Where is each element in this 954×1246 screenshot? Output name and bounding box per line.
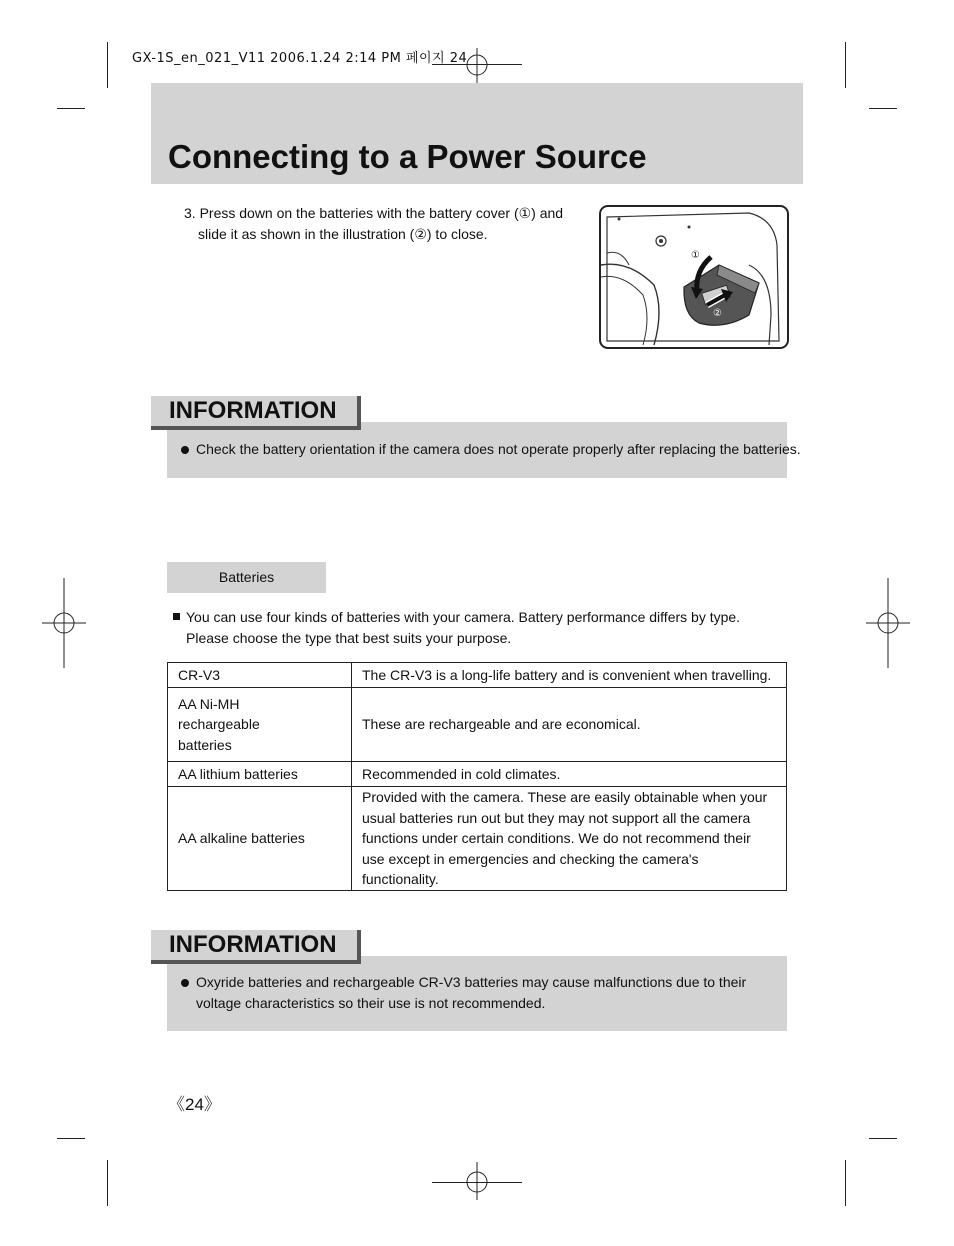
battery-description: Provided with the camera. These are easily obtainable when your usual batteries run out but they may not support all the camera functions under certain conditions. We do not recommend their use except in emergencies and checking the camera's functionality.: [352, 787, 787, 891]
information-tab-1: [151, 396, 361, 430]
table-row: [168, 663, 787, 688]
page-number: 《24》: [168, 1095, 221, 1114]
batteries-intro: [186, 607, 786, 649]
intro-line1: You can use four kinds of batteries with your camera. Battery performance differs by type.: [186, 609, 741, 625]
battery-description: Recommended in cold climates.: [352, 762, 787, 787]
battery-cover-illustration: [599, 205, 789, 349]
batteries-label: Batteries: [167, 562, 326, 593]
step-3: [184, 203, 564, 245]
bullet-icon: [181, 446, 189, 454]
battery-type: AA Ni-MH rechargeable batteries: [168, 688, 352, 762]
battery-type: AA lithium batteries: [168, 762, 352, 787]
information-text-2: Oxyride batteries and rechargeable CR-V3 batteries may cause malfunctions due to their voltage characteristics so their use is not recommended.: [196, 974, 747, 1011]
callout-1: ①: [691, 250, 700, 261]
information-text-1: Check the battery orientation if the camera does not operate properly after replacing the batteries.: [196, 441, 801, 457]
table-row: [168, 762, 787, 787]
table-row: [168, 787, 787, 891]
step-3-line1: 3. Press down on the batteries with the battery cover (①) and: [184, 205, 564, 221]
callout-2: ②: [713, 308, 722, 319]
battery-types-table: [167, 662, 787, 891]
square-bullet-icon: [173, 613, 180, 620]
battery-description: These are rechargeable and are economical.: [352, 688, 787, 762]
page-title: Connecting to a Power Source: [168, 138, 647, 175]
print-slug: GX-1S_en_021_V11 2006.1.24 2:14 PM 페이지 24: [132, 51, 468, 66]
battery-description: The CR-V3 is a long-life battery and is convenient when travelling.: [352, 663, 787, 688]
battery-type: AA alkaline batteries: [168, 787, 352, 891]
bullet-icon: [181, 979, 189, 987]
table-row: [168, 688, 787, 762]
step-3-line2: slide it as shown in the illustration (②) to close.: [198, 226, 488, 242]
information-tab-2: [151, 930, 361, 964]
information-heading-2: INFORMATION: [169, 931, 337, 958]
intro-line2: Please choose the type that best suits your purpose.: [186, 630, 512, 646]
information-heading-1: INFORMATION: [169, 397, 337, 424]
battery-type: CR-V3: [168, 663, 352, 688]
